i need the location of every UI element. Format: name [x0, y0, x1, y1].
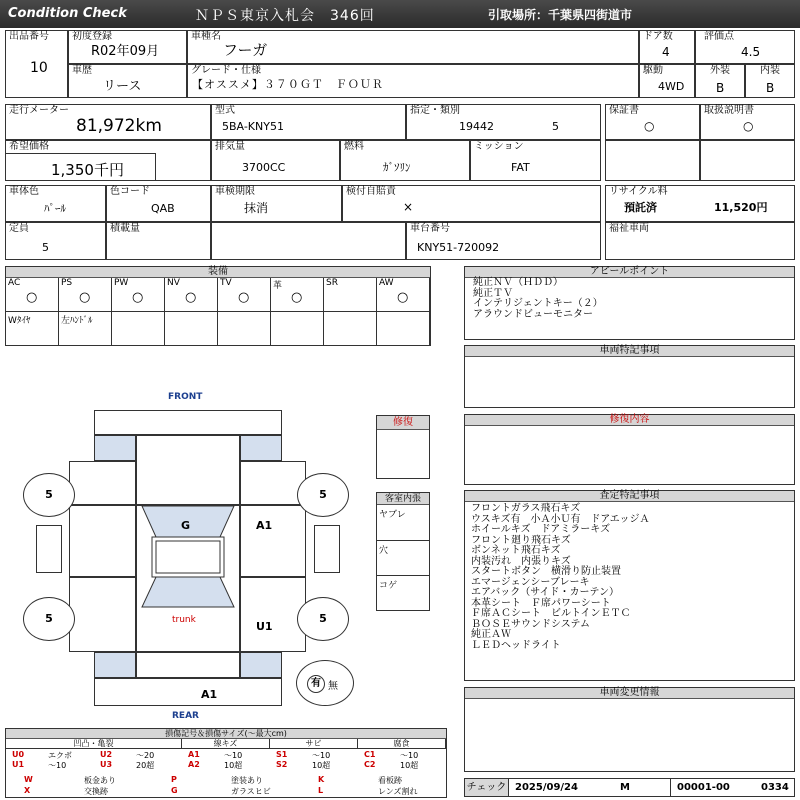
equip-empty-cell [112, 312, 165, 345]
footer-num2: 0334 [761, 782, 789, 793]
panel-fr-corner [240, 435, 282, 461]
equip-cell-nv [165, 278, 218, 312]
right-front-fender [240, 461, 306, 505]
capacity-box [5, 222, 106, 260]
change-title: 車両変更情報 [465, 688, 794, 699]
interior-hole: 穴 [379, 546, 389, 556]
legend-desc: 10超 [224, 761, 243, 770]
score-box [695, 30, 795, 64]
panel-rl-corner [94, 652, 136, 678]
special-panel [464, 345, 795, 408]
grade-box [187, 64, 639, 98]
chassis-value: KNY51-720092 [417, 241, 500, 254]
text-line: ホイールキズ ドアミラーキズ [471, 524, 611, 535]
code-u1: U1 [256, 620, 273, 633]
legend-desc: ～10 [400, 751, 419, 760]
text-line: フロントガラス飛石キズ [471, 503, 581, 514]
type-value: 5BA-KNY51 [222, 120, 284, 133]
legend-code: S1 [276, 750, 288, 759]
ext-label: 外装 [710, 65, 730, 76]
equip-value: ○ [291, 290, 303, 305]
interior-tear: ヤブレ [379, 510, 406, 520]
score-label: 評価点 [704, 31, 734, 42]
right-rear-door [240, 577, 306, 652]
price-label: 希望価格 [9, 141, 49, 152]
capacity-value: 5 [42, 241, 49, 254]
legend-desc: 板金あり [84, 776, 116, 785]
equip-empty-cell [271, 312, 324, 345]
mission-box [470, 140, 601, 181]
legend-title: 損傷記号＆損傷サイズ(～最大cm) [6, 729, 446, 739]
right-mirror [314, 525, 340, 573]
doors-label: ドア数 [643, 31, 673, 42]
equip-value: ○ [397, 290, 409, 305]
tax-label: 検付自賠責 [346, 186, 396, 197]
equip-cell-ac [6, 278, 59, 312]
legend-code: W [24, 775, 33, 784]
header-right: 引取場所：千葉県四街道市 [488, 8, 633, 22]
mission-label: ミッション [474, 141, 524, 152]
repair-panel [464, 414, 795, 485]
int-value: B [766, 81, 775, 95]
equip-empty-cell [165, 312, 218, 345]
manual-value: ○ [743, 119, 754, 133]
code-a1-bumper: A1 [201, 688, 218, 701]
legend-group: 凹凸・亀裂 [6, 739, 182, 749]
legend-desc: 20超 [136, 761, 155, 770]
mileage-value: 81,972km [76, 116, 162, 136]
interior-box [376, 492, 430, 611]
legend-desc: エクボ [48, 751, 72, 760]
type-box [211, 104, 406, 140]
equip-value: ○ [79, 290, 91, 305]
tire-front-right: 5 [297, 473, 349, 517]
recycle-status: 預託済 [624, 201, 657, 214]
equip-key: SR [326, 278, 338, 288]
equip-cell-tv [218, 278, 271, 312]
repair-box-title: 修復 [377, 416, 429, 430]
welfare-label: 福祉車両 [609, 223, 649, 234]
doors-value: 4 [662, 45, 670, 59]
equip-empty-cell [377, 312, 430, 345]
equip-key: AC [8, 278, 21, 288]
equipment-title: 装備 [6, 267, 430, 278]
header-center: ＮＰＳ東京入札会 346回 [195, 8, 375, 24]
repair-title: 修復内容 [465, 415, 794, 426]
legend-code: A2 [188, 760, 200, 769]
legend-desc: 10超 [400, 761, 419, 770]
spare-no: 無 [328, 681, 338, 692]
text-line: スタートボタン 横滑り防止装置 [471, 566, 621, 577]
spec-label: 指定・類別 [410, 105, 460, 116]
int-box [745, 64, 795, 98]
panel-fl-corner [94, 435, 136, 461]
color-code-box [106, 185, 211, 222]
left-rear-door [69, 577, 136, 652]
code-g: G [181, 519, 191, 532]
text-line: ＬＥＤヘッドライト [471, 639, 561, 651]
reg-value: R02年09月 [91, 44, 160, 59]
legend-desc: ガラスヒビ [231, 787, 271, 796]
equip-empty-cell [218, 312, 271, 345]
drive-box [639, 64, 695, 98]
repair-box [376, 415, 430, 479]
equip-value: ○ [26, 290, 38, 305]
tire-rear-right: 5 [297, 597, 349, 641]
doors-box [639, 30, 695, 64]
legend-desc: 看板跡 [378, 776, 402, 785]
legend-desc: ～10 [224, 751, 243, 760]
header-bar [0, 0, 800, 28]
text-line: Ｆ席ＡＣシート ビルトインＥＴＣ [471, 608, 631, 619]
header-left: Condition Check [8, 6, 127, 21]
legend-desc: ～10 [312, 751, 331, 760]
legend-group: 線キズ [182, 739, 270, 749]
legend-code: U1 [12, 760, 25, 769]
legend-desc: ～10 [48, 761, 67, 770]
legend-desc: 10超 [312, 761, 331, 770]
spec-box [406, 104, 601, 140]
spare-yes: 有 [307, 675, 325, 693]
equip-key: TV [220, 278, 232, 288]
text-line: 純正ＡＷ [471, 629, 511, 640]
disp-label: 排気量 [215, 141, 245, 152]
history-value: リース [103, 79, 142, 94]
equip-extra-label: Wﾀｲﾔ [8, 316, 31, 326]
ext-box [695, 64, 745, 98]
inspection-panel [464, 490, 795, 681]
drive-value: 4WD [658, 80, 685, 93]
legend-code: L [318, 786, 324, 795]
inspect-label: 車検期限 [215, 186, 255, 197]
model-box [187, 30, 639, 64]
lot-box [5, 30, 68, 98]
fuel-box [340, 140, 470, 181]
fuel-label: 燃料 [344, 141, 364, 152]
text-line: 純正ＮＶ（ＨＤＤ） [473, 277, 563, 288]
lot-number: 10 [30, 60, 48, 76]
blank-box-c [211, 222, 406, 260]
score-value: 4.5 [741, 45, 761, 59]
ext-value: B [716, 81, 725, 95]
spec1-value: 19442 [459, 120, 494, 133]
grade-value: 【オススメ】３７０ＧＴ ＦＯＵＲ [192, 78, 384, 91]
appeal-list [473, 278, 603, 320]
legend-desc: レンズ割れ [378, 787, 418, 796]
equip-extra-cell [6, 312, 59, 345]
legend-code: C1 [364, 750, 376, 759]
left-mirror [36, 525, 62, 573]
color-label: 車体色 [9, 186, 39, 197]
drive-label: 駆動 [643, 65, 663, 76]
model-value: フーガ [223, 41, 268, 59]
legend-desc: 交換跡 [84, 787, 108, 796]
right-front-door [240, 505, 306, 577]
legend-desc: 塗装あり [231, 776, 263, 785]
text-line: エアバック（サイド・カーテン） [471, 587, 619, 598]
text-line: 純正ＴＶ [473, 287, 513, 299]
damage-legend [5, 728, 447, 798]
history-box [68, 64, 187, 98]
text-line: エマージェンシーブレーキ [471, 576, 590, 588]
legend-code: U3 [100, 760, 113, 769]
warranty-label: 保証書 [609, 105, 639, 116]
type-label: 型式 [215, 105, 235, 116]
footer-num1: 00001-00 [677, 782, 730, 793]
warranty-box [605, 104, 700, 140]
text-line: ＢＯＳＥサウンドシステム [471, 618, 590, 630]
inspect-box [211, 185, 342, 222]
legend-code: U2 [100, 750, 113, 759]
legend-code: C2 [364, 760, 376, 769]
change-panel [464, 687, 795, 772]
equip-empty-cell [324, 312, 377, 345]
capacity-label: 定員 [9, 223, 29, 234]
text-line: ウスキズ有 小Ａ小Ｕ有 ドアエッジＡ [471, 513, 650, 525]
trunk-label: trunk [172, 615, 196, 625]
equip-value: ○ [238, 290, 250, 305]
mileage-box [5, 104, 211, 140]
blank-box-b [700, 140, 795, 181]
mileage-label: 走行メーター [9, 105, 69, 116]
tax-box [342, 185, 601, 222]
trunk-lid [136, 652, 240, 678]
text-line: 本革シート Ｆ席パワーシート [471, 597, 611, 609]
equip-key: 革 [273, 281, 283, 291]
interior-title: 客室内張 [377, 493, 429, 505]
load-box [106, 222, 211, 260]
disp-box [211, 140, 340, 181]
legend-code: G [171, 786, 178, 795]
model-label: 車種名 [191, 31, 221, 42]
equip-cell-革 [271, 278, 324, 312]
lot-label: 出品番号 [9, 31, 49, 42]
legend-group: サビ [270, 739, 358, 749]
reg-box [68, 30, 187, 64]
inspection-title: 査定特記事項 [465, 491, 794, 502]
mission-value: FAT [511, 161, 530, 174]
equip-key: PW [114, 278, 129, 288]
code-a1-door: A1 [256, 519, 273, 532]
tire-rear-left: 5 [23, 597, 75, 641]
equip-key: NV [167, 278, 180, 288]
inspect-value: 抹消 [244, 201, 269, 215]
manual-box [700, 104, 795, 140]
color-code-label: 色コード [110, 186, 150, 197]
color-value: ﾊﾟｰﾙ [44, 202, 66, 215]
equip-cell-aw [377, 278, 430, 312]
color-box [5, 185, 106, 222]
legend-code: S2 [276, 760, 288, 769]
equip-cell-ps [59, 278, 112, 312]
history-label: 車歴 [72, 65, 92, 76]
fuel-value: ｶﾞｿﾘﾝ [383, 161, 411, 174]
legend-desc: ～20 [136, 751, 155, 760]
check-date: 2025/09/24 [515, 782, 578, 793]
tire-front-left: 5 [23, 473, 75, 517]
text-line: フロント廻り飛石キズ [471, 534, 571, 546]
text-line: ボンネット飛石キズ [471, 545, 561, 556]
footer-bar [464, 778, 795, 797]
inspection-list [471, 504, 650, 651]
left-front-door [69, 505, 136, 577]
tax-value: × [403, 200, 414, 214]
legend-code: P [171, 775, 177, 784]
legend-code: X [24, 786, 31, 795]
price-value: 1,350千円 [51, 161, 124, 179]
recycle-box [605, 185, 795, 222]
spec2-value: 5 [552, 120, 559, 133]
equip-value: ○ [185, 290, 197, 305]
equip-key: PS [61, 278, 73, 288]
recycle-fee: 11,520円 [714, 201, 768, 214]
grade-label: グレード・仕様 [191, 65, 261, 76]
recycle-label: リサイクル料 [609, 186, 668, 197]
equip-cell-sr [324, 278, 377, 312]
appeal-panel [464, 266, 795, 340]
chassis-label: 車台番号 [410, 223, 450, 234]
equipment-panel [5, 266, 431, 346]
chassis-box [406, 222, 601, 260]
check-mark: M [620, 782, 630, 793]
legend-code: U0 [12, 750, 25, 759]
legend-code: A1 [188, 750, 200, 759]
appeal-title: アピールポイント [465, 267, 794, 278]
special-title: 車両特記事項 [465, 346, 794, 357]
text-line: 内装汚れ 内張りキズ [471, 555, 571, 567]
load-label: 積載量 [110, 223, 140, 234]
text-line: アラウンドビューモニター [473, 308, 593, 320]
int-label: 内装 [760, 65, 780, 76]
panel-rr-corner [240, 652, 282, 678]
color-code-value: QAB [151, 202, 175, 215]
rear-label: REAR [172, 711, 199, 721]
check-label: チェック [465, 779, 509, 796]
price-box [5, 140, 211, 181]
legend-group: 腐食 [358, 739, 446, 749]
blank-box-a [605, 140, 700, 181]
reg-label: 初度登録 [72, 31, 112, 42]
welfare-box [605, 222, 795, 260]
hood [136, 435, 240, 505]
disp-value: 3700CC [242, 161, 286, 174]
left-front-fender [69, 461, 136, 505]
spare-tire [296, 660, 354, 706]
front-label: FRONT [168, 392, 203, 402]
equip-cell-pw [112, 278, 165, 312]
equip-extra-cell [59, 312, 112, 345]
interior-burn: コゲ [379, 581, 398, 591]
equip-value: ○ [132, 290, 144, 305]
front-bumper [94, 410, 282, 435]
manual-label: 取扱説明書 [704, 105, 754, 116]
text-line: インテリジェントキー（２） [473, 298, 603, 309]
warranty-value: ○ [644, 119, 655, 133]
equip-key: AW [379, 278, 394, 288]
equip-extra-label: 左ﾊﾝﾄﾞﾙ [61, 316, 93, 326]
legend-code: K [318, 775, 325, 784]
rear-bumper [94, 678, 282, 706]
